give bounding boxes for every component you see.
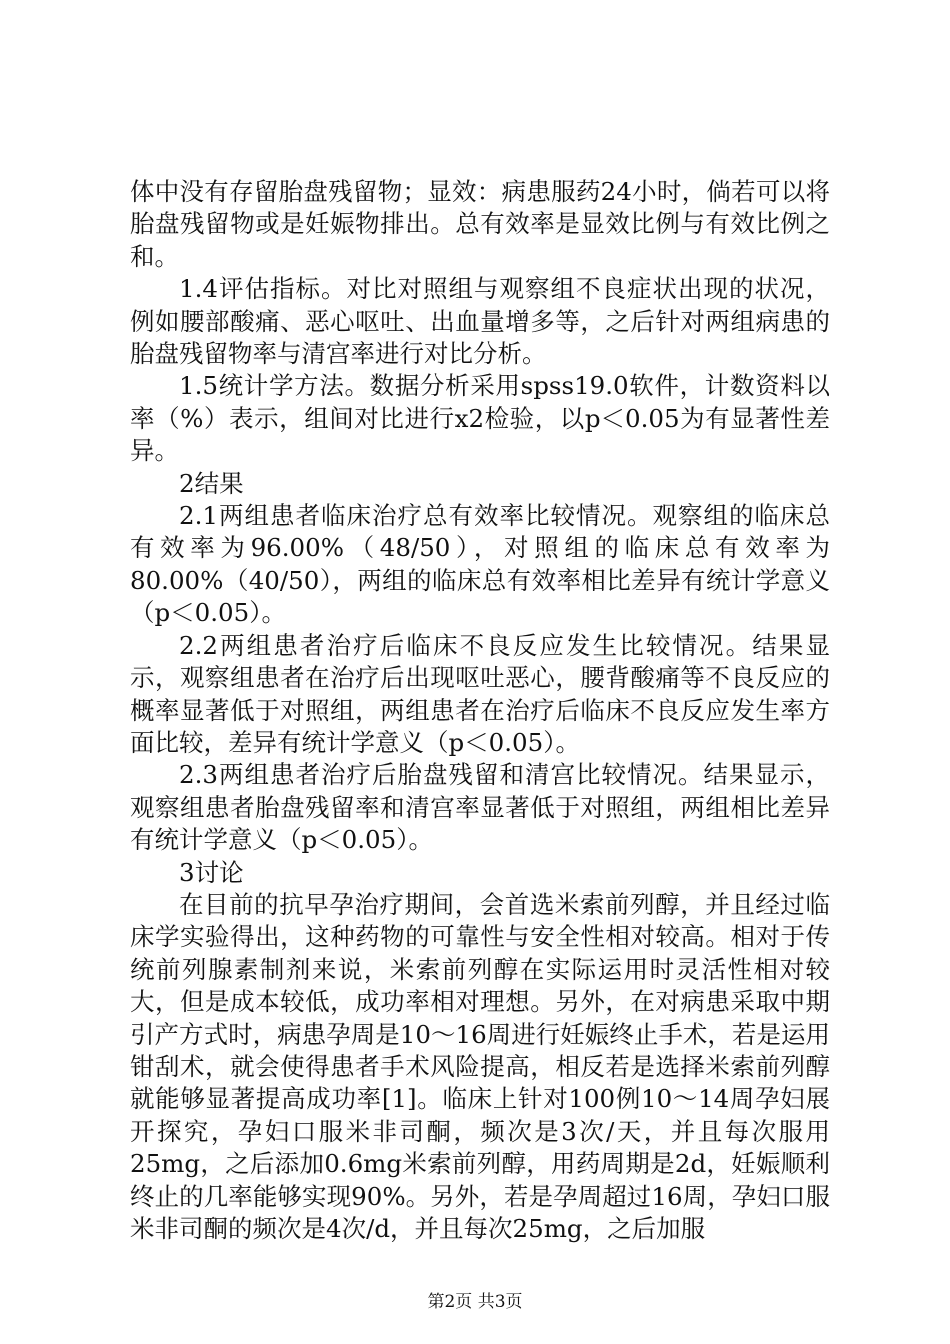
paragraph-result-efficacy: 2.1两组患者临床治疗总有效率比较情况。观察组的临床总有效率为96.00%（48/50），对照组的临床总有效率为80.00%（40/50），两组的临床总有效率相比差异有统计学意义（p＜0.05）。 — [130, 501, 830, 628]
paragraph-continued-criteria: 体中没有存留胎盘残留物；显效：病患服药24小时，倘若可以将胎盘残留物或是妊娠物排出。总有效率是显效比例与有效比例之和。 — [130, 177, 830, 271]
paragraph-evaluation-indicators: 1.4评估指标。对比对照组与观察组不良症状出现的状况，例如腰部酸痛、恶心呕吐、出血量增多等，之后针对两组病患的胎盘残留物率与清宫率进行对比分析。 — [130, 274, 830, 369]
section-heading-results: 2结果 — [179, 468, 244, 498]
section-heading-discussion: 3讨论 — [179, 857, 244, 887]
paragraph-result-placenta-residue: 2.3两组患者治疗后胎盘残留和清宫比较情况。结果显示，观察组患者胎盘残留率和清宫率显著低于对照组，两组相比差异有统计学意义（p＜0.05）。 — [130, 760, 830, 855]
paragraph-result-adverse-reactions: 2.2两组患者治疗后临床不良反应发生比较情况。结果显示，观察组患者在治疗后出现呕吐恶心，腰背酸痛等不良反应的概率显著低于对照组，两组患者在治疗后临床不良反应发生率方面比较，差异有统计学意义（p＜0.05）。 — [130, 630, 830, 757]
page-number-label: 第2页 共3页 — [427, 1292, 523, 1312]
page-footer — [0, 1292, 950, 1312]
paragraph-statistical-methods: 1.5统计学方法。数据分析采用spss19.0软件，计数资料以率（%）表示，组间对比进行x2检验，以p＜0.05为有显著性差异。 — [130, 371, 830, 466]
paragraph-discussion: 在目前的抗早孕治疗期间，会首选米索前列醇，并且经过临床学实验得出，这种药物的可靠性与安全性相对较高。相对于传统前列腺素制剂来说，米索前列醇在实际运用时灵活性相对较大，但是成本较低，成功率相对理想。另外，在对病患采取中期引产方式时，病患孕周是10～16周进行妊娠终止手术，若是运用钳刮术，就会使得患者手术风险提高，相反若是选择米索前列醇就能够显著提高成功率[1]。临床上针对100例10～14周孕妇展开探究，孕妇口服米非司酮，频次是3次/天，并且每次服用25mg，之后添加0.6mg米索前列醇，用药周期是2d，妊娠顺利终止的几率能够实现90%。另外，若是孕周超过16周，孕妇口服米非司酮的频次是4次/d，并且每次25mg，之后加服 — [130, 889, 830, 1243]
document-body — [130, 176, 830, 1245]
